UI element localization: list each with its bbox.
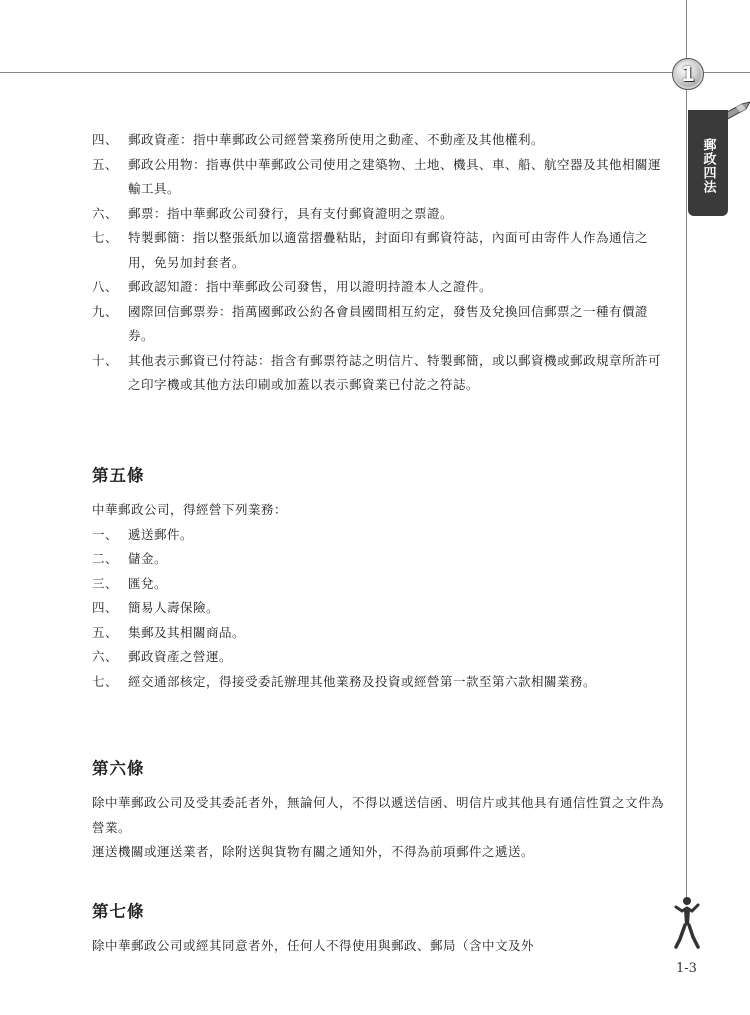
list-item: [92, 572, 672, 597]
list-item: [92, 349, 672, 398]
item-number: 一、: [92, 526, 119, 542]
header-rule: [0, 72, 750, 73]
list-item: [92, 596, 672, 621]
list-item: [92, 547, 672, 572]
item-text: 儲金。: [128, 551, 168, 566]
article-5-title: 第五條: [92, 466, 145, 485]
item-text: 郵政資產：指中華郵政公司經營業務所使用之動產、不動產及其他權利。: [128, 132, 545, 147]
item-text: 郵政資產之營運。: [128, 649, 233, 664]
page-number: 1-3: [676, 961, 697, 976]
item-number: 七、: [92, 673, 119, 689]
chapter-tab-label: 郵政四法: [700, 138, 716, 194]
item-text: 其他表示郵資已付符誌：指含有郵票符誌之明信片、特製郵簡，或以郵資機或郵政規章所許可之印字機或其他方法印刷或加蓋以表示郵資業已付訖之符誌。: [128, 352, 662, 392]
item-text: 郵政公用物：指專供中華郵政公司使用之建築物、土地、機具、車、船、航空器及其他相關運輸工具。: [128, 156, 662, 196]
list-item: [92, 202, 672, 227]
item-number: 六、: [92, 205, 119, 221]
article-7-paragraph: 除中華郵政公司或經其同意者外，任何人不得使用與郵政、郵局（含中文及外: [92, 938, 535, 953]
list-item: [92, 621, 672, 646]
list-item: [92, 128, 672, 153]
item-text: 經交通部核定，得接受委託辦理其他業務及投資或經營第一款至第六款相關業務。: [128, 673, 597, 689]
runner-figure-icon: [670, 895, 704, 951]
item-number: 八、: [92, 279, 119, 294]
item-text: 國際回信郵票券：指萬國郵政公約各會員國間相互約定，發售及兌換回信郵票之一種有價證券。: [128, 303, 649, 343]
chapter-side-tab: [688, 110, 728, 216]
item-text: 遞送郵件。: [128, 526, 194, 542]
list-item: [92, 300, 672, 349]
list-item: [92, 153, 672, 202]
margin-rule: [686, 0, 687, 905]
item-number: 十、: [92, 352, 119, 368]
article-6-title: 第六條: [92, 759, 145, 778]
list-item: [92, 275, 672, 300]
item-text: 簡易人壽保險。: [128, 600, 220, 615]
item-text: 郵票：指中華郵政公司發行，具有支付郵資證明之票證。: [128, 205, 454, 221]
item-text: 集郵及其相關商品。: [128, 624, 246, 640]
chapter-number-badge: 1: [672, 58, 704, 90]
item-number: 三、: [92, 575, 119, 591]
item-number: 六、: [92, 649, 119, 664]
article-7-title: 第七條: [92, 902, 145, 921]
item-text: 特製郵簡：指以整張紙加以適當摺疊粘貼，封面印有郵資符誌，內面可由寄件人作為通信之用，免另加封套者。: [128, 230, 649, 270]
item-number: 七、: [92, 230, 119, 245]
item-number: 四、: [92, 132, 119, 147]
item-number: 九、: [92, 303, 119, 319]
list-item: [92, 523, 672, 548]
item-text: 匯兌。: [128, 575, 168, 591]
article-6-paragraph: 除中華郵政公司及受其委託者外，無論何人，不得以遞送信函、明信片或其他具有通信性質之文件為營業。: [92, 795, 665, 835]
item-number: 五、: [92, 624, 119, 640]
article-6-section: [92, 755, 672, 865]
item-number: 五、: [92, 156, 119, 172]
list-item: [92, 670, 672, 695]
list-item: [92, 226, 672, 275]
item-number: 二、: [92, 551, 119, 566]
article-7-section: [92, 898, 672, 959]
article-6-paragraph: 運送機關或運送業者，除附送與貨物有關之通知外，不得為前項郵件之遞送。: [92, 844, 535, 859]
definitions-list: [92, 128, 672, 398]
item-number: 四、: [92, 600, 119, 615]
item-text: 郵政認知證：指中華郵政公司發售，用以證明持證本人之證件。: [128, 279, 493, 294]
list-item: [92, 645, 672, 670]
article-5-section: [92, 462, 672, 694]
article-5-intro: 中華郵政公司，得經營下列業務：: [92, 502, 288, 517]
